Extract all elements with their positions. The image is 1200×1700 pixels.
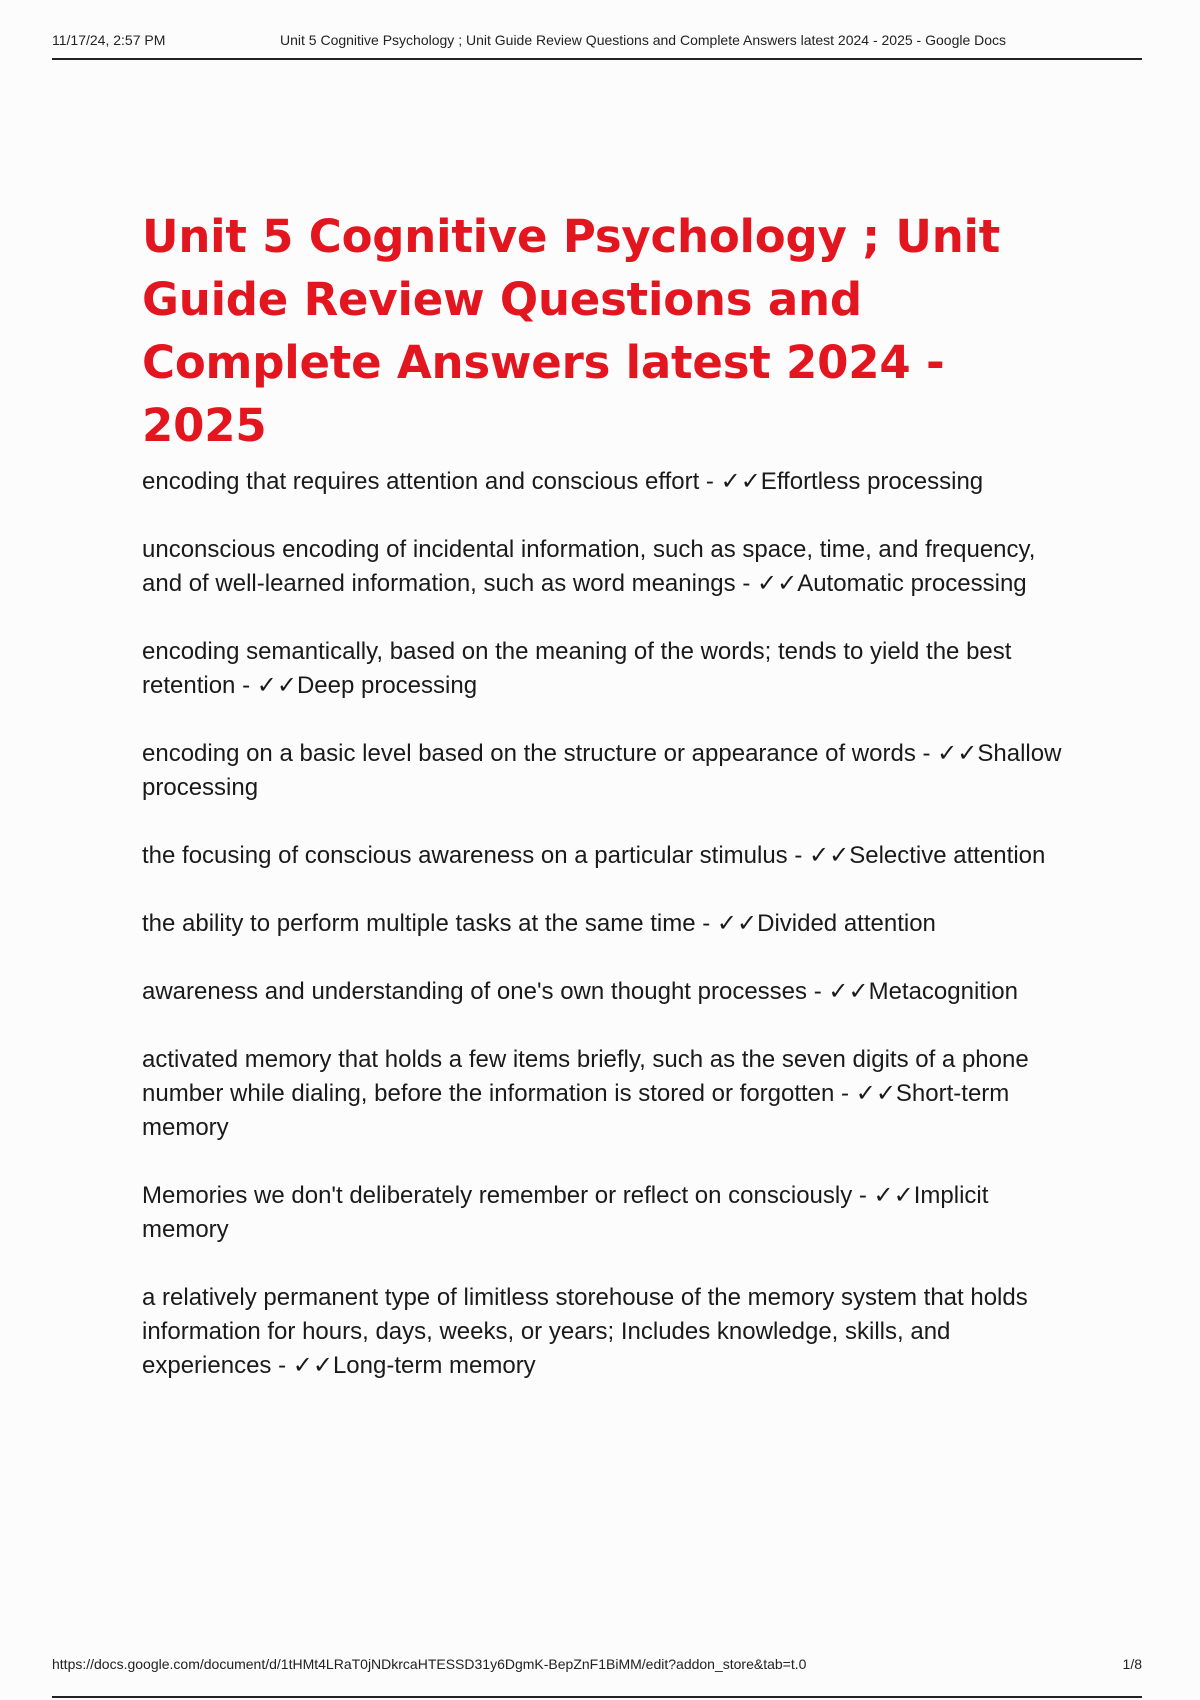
print-doc-title: Unit 5 Cognitive Psychology ; Unit Guide Review Questions and Complete Answers latest 2024 - 2025 - Google Docs	[280, 32, 1007, 48]
document-title: Unit 5 Cognitive Psychology ; Unit Guide Review Questions and Complete Answers latest 2024 - 2025	[142, 210, 1001, 452]
footer-rule	[52, 1696, 1142, 1698]
qa-item: the ability to perform multiple tasks at the same time - ✓✓Divided attention	[142, 910, 936, 937]
document-body	[142, 205, 1072, 1417]
qa-item: activated memory that holds a few items briefly, such as the seven digits of a phone number while dialing, before the information is stored or forgotten - ✓✓Short-term memory	[142, 1046, 1029, 1141]
print-header	[52, 30, 1142, 60]
qa-item: Memories we don't deliberately remember or reflect on consciously - ✓✓Implicit memory	[142, 1182, 989, 1243]
qa-item: a relatively permanent type of limitless storehouse of the memory system that holds information for hours, days, weeks, or years; Includes knowledge, skills, and experiences - ✓✓Long-term memory	[142, 1284, 1028, 1379]
qa-item: unconscious encoding of incidental information, such as space, time, and frequency, and of well-learned information, such as word meanings - ✓✓Automatic processing	[142, 536, 1036, 597]
qa-item: encoding on a basic level based on the structure or appearance of words - ✓✓Shallow processing	[142, 740, 1062, 801]
qa-item: awareness and understanding of one's own thought processes - ✓✓Metacognition	[142, 978, 1018, 1005]
print-url: https://docs.google.com/document/d/1tHMt4LRaT0jNDkrcaHTESSD31y6DgmK-BepZnF1BiMM/edit?addon_store&tab=t.0	[52, 1656, 807, 1672]
print-footer	[52, 1652, 1142, 1700]
qa-item: the focusing of conscious awareness on a particular stimulus - ✓✓Selective attention	[142, 842, 1046, 869]
qa-item: encoding that requires attention and conscious effort - ✓✓Effortless processing	[142, 468, 984, 495]
qa-item: encoding semantically, based on the meaning of the words; tends to yield the best retention - ✓✓Deep processing	[142, 638, 1012, 699]
page-number: 1/8	[1122, 1656, 1142, 1672]
print-datetime: 11/17/24, 2:57 PM	[52, 32, 166, 48]
